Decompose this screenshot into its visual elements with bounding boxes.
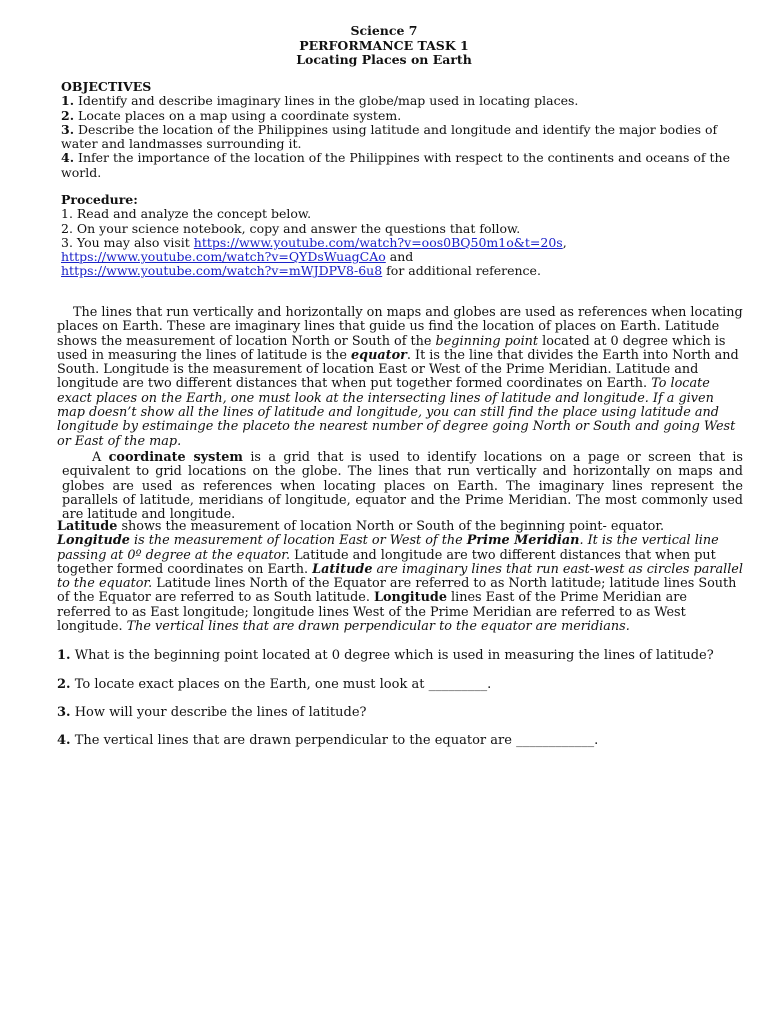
question-number: 4. xyxy=(57,733,71,748)
question-3 xyxy=(57,705,757,720)
objectives-section xyxy=(61,80,751,180)
link-separator: , xyxy=(562,234,567,250)
longitude-term: Longitude xyxy=(57,533,130,549)
question-text: To locate exact places on the Earth, one must look at _________. xyxy=(70,677,492,692)
youtube-link-3[interactable]: https://www.youtube.com/watch?v=mWJDPV8-6u8 xyxy=(61,263,383,279)
objective-number: 2. xyxy=(61,107,75,123)
question-text: What is the beginning point located at 0 degree which is used in measuring the lines of latitude? xyxy=(70,648,714,663)
emphasis-text: The vertical lines that are drawn perpendicular to the equator are meridians. xyxy=(126,619,630,635)
objective-text: Describe the location of the Philippines using latitude and longitude and identify the major bodies of water and landmasses surrounding it. xyxy=(61,121,718,152)
concept-paragraph-3 xyxy=(57,520,743,634)
paragraph-text: is a grid that is used to identify locations on a page or screen that is equivalent to grid locations on the globe. The lines that run vertically and horizontally on maps and globes are used as references when locating places on Earth. The imaginary lines represent the parallels of latitude, meridians of longitude, equator and the Prime Meridian. The most commonly used are latitude and longitude. xyxy=(62,450,743,523)
question-number: 1. xyxy=(57,648,71,663)
emphasis-text: are imaginary lines that run east-west as circles parallel to the equator. xyxy=(57,561,743,592)
procedure-suffix: for additional reference. xyxy=(382,263,541,279)
objective-number: 4. xyxy=(61,150,75,166)
link-separator: and xyxy=(385,249,414,265)
paragraph-text: Latitude lines North of the Equator are referred to as North latitude; latitude lines South of the Equator are referred to as South latitude. xyxy=(57,576,737,606)
task-title: PERFORMANCE TASK 1 xyxy=(299,37,469,53)
objective-text: Infer the importance of the location of the Philippines with respect to the continents and oceans of the world. xyxy=(61,150,730,180)
question-text: How will your describe the lines of latitude? xyxy=(70,705,367,720)
objective-item xyxy=(61,151,751,180)
paragraph-text: A xyxy=(92,450,109,465)
paragraph-text: Latitude and longitude are two different distances that when put together formed coordinates on Earth. xyxy=(57,547,716,577)
procedure-links-line xyxy=(61,250,751,264)
latitude-term: Latitude xyxy=(312,561,373,577)
emphasis-text: To locate exact places on the Earth, one must look at the intersecting lines of latitude and longitude. If a given map doesn’t show all the lines of latitude and longitude, you can still find the place using latitude and longitude by estimainge the placeto the nearest number of degree going North or South and going West or East of the map. xyxy=(57,376,736,449)
question-number: 3. xyxy=(57,705,71,720)
emphasis-text: beginning point xyxy=(435,333,539,349)
procedure-step-2: 2. On your science notebook, copy and answer the questions that follow. xyxy=(61,220,521,236)
equator-term: equator xyxy=(351,347,407,363)
question-2 xyxy=(57,677,757,692)
paragraph-text: shows the measurement of location North or South of the beginning point- equator. xyxy=(117,519,665,534)
concept-paragraph-1 xyxy=(57,306,743,449)
objectives-heading: OBJECTIVES xyxy=(61,79,152,94)
procedure-heading: Procedure: xyxy=(61,192,138,207)
paragraph-text: The lines that run vertically and horizontally on maps and globes are used as references when locating places on Earth. These are imaginary lines that guide us find the location of places on Earth. Latitude shows the measurement of location North or South of the xyxy=(57,305,743,349)
longitude-term: Longitude xyxy=(374,590,447,606)
procedure-step-3-prefix: 3. You may also visit xyxy=(61,234,194,250)
prime-meridian-term: Prime Meridian xyxy=(466,533,580,549)
paragraph-text: lines East of the Prime Meridian are referred to as East longitude; longitude lines West of the Prime Meridian are referred to as West longitude. xyxy=(57,590,687,635)
latitude-term: Latitude xyxy=(57,519,118,534)
paragraph-text: located at 0 degree which is used in measuring the lines of latitude is the xyxy=(57,333,726,363)
objective-text: Locate places on a map using a coordinate system. xyxy=(74,107,402,123)
objective-text: Identify and describe imaginary lines in the globe/map used in locating places. xyxy=(74,93,579,109)
procedure-step-1: 1. Read and analyze the concept below. xyxy=(61,206,312,222)
coordinate-system-term: coordinate system xyxy=(108,450,243,465)
question-number: 2. xyxy=(57,677,71,692)
objective-item xyxy=(61,123,751,152)
document-header xyxy=(0,24,768,68)
emphasis-text: is the measurement of location East or West of the xyxy=(129,533,467,549)
youtube-link-1[interactable]: https://www.youtube.com/watch?v=oos0BQ50m1o&t=20s xyxy=(193,234,563,250)
procedure-section xyxy=(61,193,751,279)
youtube-link-2[interactable]: https://www.youtube.com/watch?v=QYDsWuagCAo xyxy=(61,249,386,265)
procedure-step-3 xyxy=(61,236,751,250)
question-4 xyxy=(57,733,757,748)
subject-title: Science 7 xyxy=(350,23,418,38)
question-text: The vertical lines that are drawn perpendicular to the equator are ____________. xyxy=(70,733,599,748)
question-1 xyxy=(57,648,757,663)
paragraph-text: . It is the line that divides the Earth into North and South. Longitude is the measurement of location East or West of the Prime Meridian. Latitude and longitude are two different distances that when put together formed coordinates on Earth. xyxy=(57,347,739,392)
objective-number: 3. xyxy=(61,121,75,137)
topic-title: Locating Places on Earth xyxy=(296,52,472,67)
objective-item xyxy=(61,94,751,108)
concept-paragraph-2 xyxy=(62,451,743,522)
objective-number: 1. xyxy=(61,93,75,109)
procedure-links-line xyxy=(61,264,751,278)
objective-item xyxy=(61,109,751,123)
emphasis-text: . It is the vertical line passing at 0º degree at the equator. xyxy=(57,533,719,563)
